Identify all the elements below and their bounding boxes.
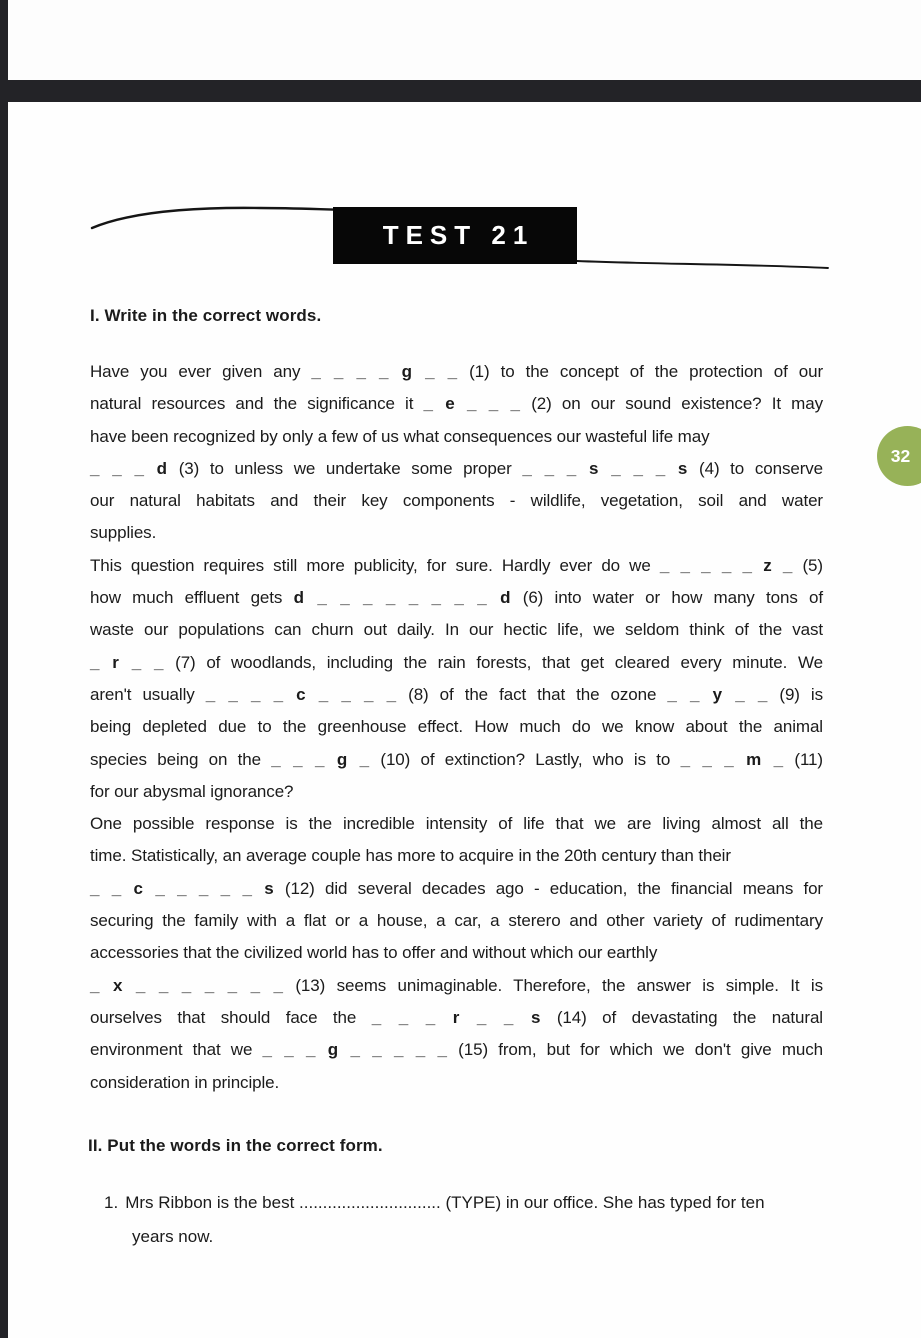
- text-line: [90, 1067, 823, 1099]
- text-segment: aren't usually: [90, 684, 206, 704]
- fill-in-blank: _ x _ _ _ _ _ _ _: [90, 975, 284, 995]
- fill-in-blank: _ _ _ _ _ z _: [659, 555, 794, 575]
- text-segment: waste our populations can churn out daily. In our hectic life, we seldom think of the vast: [90, 620, 823, 640]
- fill-in-blank: _ _ _ _ c _ _ _ _: [205, 684, 398, 704]
- text-line: [90, 485, 823, 517]
- text-segment: (4) to conserve: [688, 458, 824, 478]
- fill-in-blank: _ _ _ g _: [271, 749, 371, 769]
- item-number: 1.: [104, 1193, 119, 1212]
- text-line: [90, 808, 823, 840]
- text-segment: (6) into water or how many tons of: [511, 588, 823, 608]
- fill-in-blank: _ _ _ d: [90, 458, 169, 478]
- section1-heading: I. Write in the correct words.: [90, 306, 322, 325]
- exercise2-items: [104, 1186, 820, 1254]
- text-line: [90, 970, 823, 1002]
- text-line: [90, 873, 823, 905]
- fill-in-blank: _ _ _ r _ _ s: [371, 1007, 542, 1027]
- item-text-continued: years now.: [132, 1227, 214, 1246]
- text-line: [90, 614, 823, 646]
- text-segment: natural resources and the significance it: [90, 394, 424, 414]
- text-line: [90, 905, 823, 937]
- text-line: [90, 356, 823, 388]
- text-segment: (11): [784, 749, 823, 769]
- text-line: [90, 840, 823, 872]
- text-segment: (9) is: [768, 684, 823, 704]
- text-line: [90, 711, 823, 743]
- text-segment: (3) to unless we undertake some proper: [168, 458, 523, 478]
- exercise2-item-1: [104, 1186, 820, 1254]
- fill-in-blank: _ _ _ g _ _ _ _ _: [262, 1040, 448, 1060]
- page-number-label: 32: [890, 445, 911, 466]
- section2-heading: II. Put the words in the correct form.: [88, 1136, 383, 1155]
- text-segment: (7) of woodlands, including the rain forests, that get cleared every minute. We: [164, 652, 823, 672]
- text-segment: environment that we: [90, 1040, 263, 1060]
- text-line: [90, 453, 823, 485]
- test-title-box: [333, 207, 577, 264]
- text-line: [90, 421, 823, 453]
- text-line: [90, 744, 823, 776]
- text-line: [90, 776, 823, 808]
- page-separator-band: [0, 80, 921, 102]
- fill-in-blank: _ _ c _ _ _ _ _ s: [90, 878, 275, 898]
- text-line: [90, 388, 823, 420]
- text-segment: being depleted due to the greenhouse effect. How much do we know about the animal: [90, 717, 823, 737]
- text-segment: accessories that the civilized world has to offer and without which our earthly: [90, 943, 658, 963]
- text-segment: (13) seems unimaginable. Therefore, the answer is simple. It is: [283, 975, 823, 995]
- text-segment: time. Statistically, an average couple has more to acquire in the 20th century than their: [90, 846, 731, 866]
- test-title: TEST 21: [382, 220, 535, 250]
- text-line: [90, 1002, 823, 1034]
- fill-in-blank: _ _ y _ _: [667, 684, 769, 704]
- previous-page-bottom-edge: [8, 0, 921, 80]
- fill-in-blank: _ e _ _ _: [423, 394, 521, 414]
- text-segment: (14) of devastating the natural: [541, 1007, 823, 1027]
- text-segment: One possible response is the incredible intensity of life that we are living almost all the: [90, 814, 823, 834]
- text-segment: Have you ever given any: [90, 362, 312, 381]
- text-line: [90, 647, 823, 679]
- text-segment: (15) from, but for which we don't give much: [447, 1040, 823, 1060]
- text-line: [90, 679, 823, 711]
- exercise1-text: [90, 356, 823, 1099]
- fill-in-blank: _ _ _ s _ _ _ s: [522, 458, 689, 478]
- text-segment: (5): [793, 555, 823, 575]
- fill-in-blank: _ r _ _: [90, 652, 165, 672]
- fill-in-blank: d _ _ _ _ _ _ _ _ d: [293, 588, 512, 608]
- text-segment: for our abysmal ignorance?: [90, 781, 294, 801]
- text-segment: consideration in principle.: [90, 1072, 280, 1092]
- text-line: [90, 517, 823, 549]
- text-segment: (1) to the concept of the protection of our: [458, 362, 824, 381]
- text-line: [90, 550, 823, 582]
- text-segment: supplies.: [90, 523, 157, 543]
- text-segment: securing the family with a flat or a house, a car, a sterero and other variety of rudimentary: [90, 911, 823, 931]
- text-segment: (12) did several decades ago - education, the financial means for: [274, 878, 823, 898]
- text-line: [90, 582, 823, 614]
- fill-in-blank: _ _ _ _ g _ _: [311, 362, 459, 381]
- fill-in-blank: _ _ _ m _: [680, 749, 785, 769]
- text-segment: our natural habitats and their key components - wildlife, vegetation, soil and water: [90, 491, 823, 511]
- text-segment: (10) of extinction? Lastly, who is to: [370, 749, 681, 769]
- text-segment: have been recognized by only a few of us what consequences our wasteful life may: [90, 426, 710, 446]
- text-segment: (8) of the fact that the ozone: [397, 684, 668, 704]
- text-segment: (2) on our sound existence? It may: [521, 394, 823, 414]
- text-segment: species being on the: [90, 749, 272, 769]
- item-line: [104, 1186, 820, 1220]
- text-segment: ourselves that should face the: [90, 1007, 372, 1027]
- item-text: Mrs Ribbon is the best .............................. (TYPE) in our office. She has typed for ten: [125, 1193, 765, 1212]
- text-segment: This question requires still more publicity, for sure. Hardly ever do we: [90, 555, 660, 575]
- text-line: [90, 937, 823, 969]
- text-line: [90, 1034, 823, 1066]
- text-segment: how much effluent gets: [90, 588, 294, 608]
